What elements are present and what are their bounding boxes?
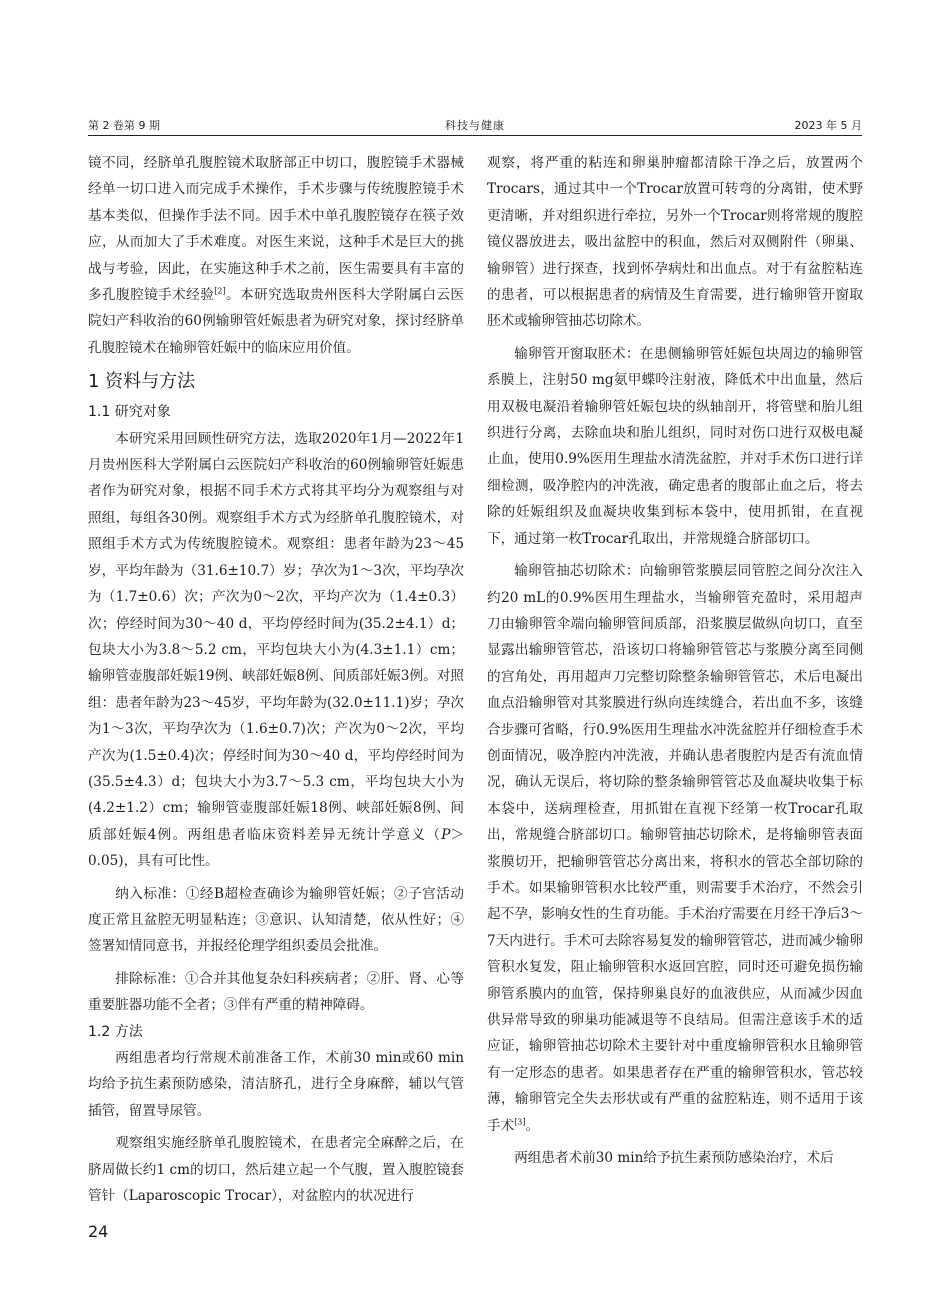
core-resection-paragraph: 输卵管抽芯切除术：向输卵管浆膜层同管腔之间分次注入约20 mL的0.9%医用生理盐水，当输卵管充盈时，采用超声刀由输卵管伞端向输卵管间质部，沿浆膜层做纵向切口，直至显露出输卵管管芯，沿该切口将输卵管管芯与浆膜分离至同侧的宫角处，再用超声刀完整切除整条输卵管管芯，术后电凝出血点沿输卵管对其浆膜进行纵向连续缝合，若出血不多，该缝合步骤可省略，行0.9%医用生理盐水冲洗盆腔并仔细检查手术创面情况，吸净腔内冲洗液，并确认患者腹腔内是否有流血情况，确认无误后，将切除的整条输卵管管芯及血凝块收集于标本袋中，送病理检查，用抓钳在直视下经第一枚Trocar孔取出，常规缝合脐部切口。输卵管抽芯切除术，是将输卵管表面浆膜切开，把输卵管管芯分离出来，将积水的管芯全部切除的手术。如果输卵管积水比较严重，则需要手术治疗，不然会引起不孕，影响女性的生育功能。手术治疗需要在月经干净后3～7天内进行。手术可去除容易复发的输卵管管芯，进而减少输卵管积水复发，阻止输卵管积水返回宫腔，同时还可避免损伤输卵管系膜内的血管，保持卵巢良好的血液供应，从而减少因血供异常导致的卵巢功能减退等不良结局。但需注意该手术的适应证，输卵管抽芯切除术主要针对中重度输卵管积水且输卵管有一定形态的患者。如果患者存在严重的输卵管积水，管芯较薄，输卵管完全失去形状或有严重的盆腔粘连，则不适用于该手术[3]。	[487, 563, 863, 1134]
page-number: 24	[88, 1222, 109, 1241]
running-header	[88, 117, 862, 135]
antibiotic-paragraph: 两组患者术前30 min给予抗生素预防感染治疗，术后	[514, 1150, 834, 1167]
section-heading-materials-methods: 1 资料与方法	[88, 371, 196, 393]
methods-paragraph-observation: 观察组实施经脐单孔腹腔镜术，在患者完全麻醉之后，在脐周做长约1 cm的切口，然后建立起一个气腹，置入腹腔镜套管针（Laparoscopic Trocar），对盆腔内的状况进行	[88, 1135, 464, 1205]
publication-date: 2023 年 5 月	[794, 119, 862, 132]
inclusion-criteria: 纳入标准：①经B超检查确诊为输卵管妊娠；②子宫活动度正常且盆腔无明显粘连；③意识、认知清楚，依从性好；④签署知情同意书，并报经伦理学组织委员会批准。	[88, 885, 464, 955]
citation-ref-3: [3]	[514, 1117, 526, 1127]
left-column	[88, 150, 464, 1209]
intro-paragraph: 镜不同，经脐单孔腹腔镜术取脐部正中切口，腹腔镜手术器械经单一切口进入而完成手术操作，手术步骤与传统腹腔镜手术基本类似，但操作手法不同。因手术中单孔腹腔镜存在筷子效应，从而加大了手术难度。对医生来说，这种手术是巨大的挑战与考验，因此，在实施这种手术之前，医生需要具有丰富的多孔腹腔镜手术经验[2]。本研究选取贵州医科大学附属白云医院妇产科收治的60例输卵管妊娠患者为研究对象，探讨经脐单孔腹腔镜术在输卵管妊娠中的临床应用价值。	[88, 155, 465, 356]
exclusion-criteria: 排除标准：①合并其他复杂妇科疾病者；②肝、肾、心等重要脏器功能不全者；③伴有严重的精神障碍。	[88, 970, 464, 1014]
citation-ref-2: [2]	[214, 286, 226, 296]
subsection-heading-methods: 1.2 方法	[88, 1023, 143, 1040]
subsection-heading-subjects: 1.1 研究对象	[88, 404, 171, 421]
journal-title: 科技与健康	[445, 119, 505, 132]
journal-volume-issue: 第 2 卷第 9 期	[88, 119, 160, 132]
header-divider	[88, 135, 862, 136]
procedure-continued-paragraph: 观察，将严重的粘连和卵巢肿瘤都清除干净之后，放置两个Trocars，通过其中一个Trocar放置可转弯的分离钳，使术野更清晰，并对组织进行牵拉，另外一个Trocar则将常规的腹腔镜仪器放进去，吸出盆腔中的积血，然后对双侧附件（卵巢、输卵管）进行探查，找到怀孕病灶和出血点。对于有盆腔粘连的患者，可以根据患者的病情及生育需要，进行输卵管开窗取胚术或输卵管抽芯切除术。	[487, 155, 863, 330]
methods-paragraph-prep: 两组患者均行常规术前准备工作，术前30 min或60 min均给予抗生素预防感染，清洁脐孔，进行全身麻醉，辅以气管插管，留置导尿管。	[88, 1050, 464, 1119]
right-column	[487, 150, 863, 1171]
fenestration-paragraph: 输卵管开窗取胚术：在患侧输卵管妊娠包块周边的输卵管系膜上，注射50 mg氨甲蝶呤注射液，降低术中出血量，然后用双极电凝沿着输卵管妊娠包块的纵轴剖开，将管壁和胎儿组织进行分离，去除血块和胎儿组织，同时对伤口进行双极电凝止血，使用0.9%医用生理盐水清洗盆腔，并对手术伤口进行详细检测，吸净腔内的冲洗液，确定患者的腹部止血之后，将去除的妊娠组织及血凝块收集到标本袋中，使用抓钳，在直视下，通过第一枚Trocar孔取出，并常规缝合脐部切口。	[487, 345, 863, 547]
subjects-paragraph: 本研究采用回顾性研究方法，选取2020年1月—2022年1月贵州医科大学附属白云医院妇产科收治的60例输卵管妊娠患者作为研究对象，根据不同手术方式将其平均分为观察组与对照组，每组各30例。观察组手术方式为经脐单孔腹腔镜术，对照组手术方式为传统腹腔镜术。观察组：患者年龄为23～45岁，平均年龄为（31.6±10.7）岁；孕次为1～3次，平均孕次为（1.7±0.6）次；产次为0～2次，平均产次为（1.4±0.3）次；停经时间为30～40 d，平均停经时间为(35.2±4.1）d；包块大小为3.8～5.2 cm，平均包块大小为(4.3±1.1）cm；输卵管壶腹部妊娠19例、峡部妊娠8例、间质部妊娠3例。对照组：患者年龄为23～45岁，平均年龄为(32.0±11.1)岁；孕次为1～3次，平均孕次为（1.6±0.7)次；产次为0～2次，平均产次为(1.5±0.4)次；停经时间为30～40 d，平均停经时间为(35.5±4.3）d；包块大小为3.7～5.3 cm，平均包块大小为(4.2±1.2）cm；输卵管壶腹部妊娠18例、峡部妊娠8例、间质部妊娠4例。两组患者临床资料差异无统计学意义（P＞0.05)，具有可比性。	[88, 430, 464, 870]
